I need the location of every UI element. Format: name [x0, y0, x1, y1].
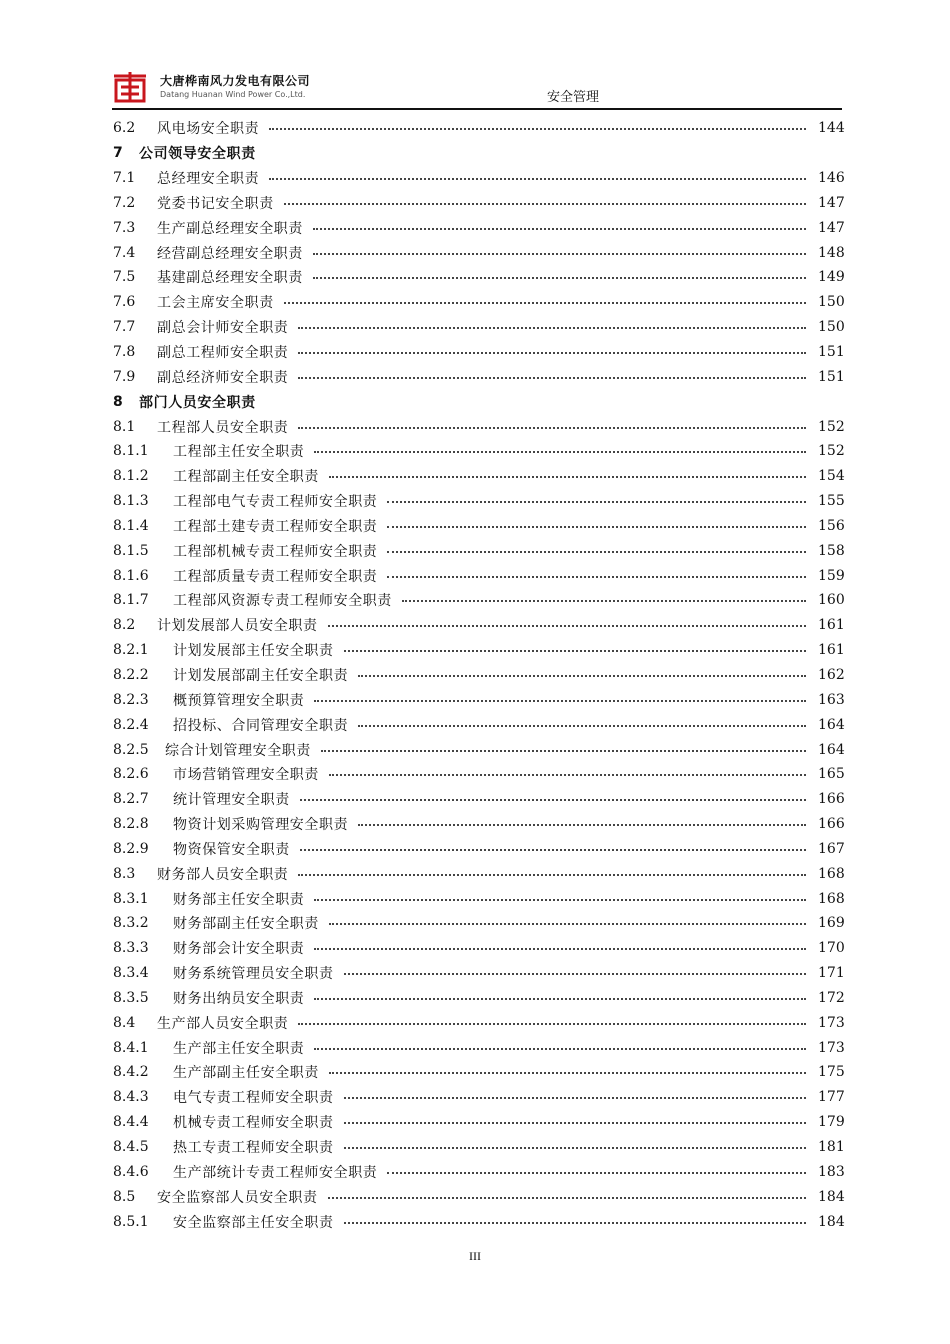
toc-entry-page: 144 — [818, 120, 845, 137]
toc-entry-number: 8.3.5 — [113, 989, 149, 1006]
document-title: 安全管理 — [546, 90, 599, 105]
toc-entry-page: 184 — [818, 1213, 845, 1230]
toc-dot-leader — [321, 750, 806, 752]
toc-entry-number: 8 — [113, 393, 123, 410]
toc-dot-leader — [298, 874, 806, 876]
toc-entry-number: 7.3 — [113, 219, 136, 236]
toc-entry-number: 7.4 — [113, 244, 136, 261]
toc-entry-number: 7.1 — [113, 170, 136, 187]
toc-entry-page: 150 — [818, 319, 845, 336]
toc-entry-page: 148 — [818, 244, 845, 261]
toc-entry-number: 8.2 — [113, 617, 136, 634]
toc-entry-title: 财务出纳员安全职责 — [173, 990, 305, 1007]
toc-dot-leader — [358, 725, 806, 727]
toc-entry-row[interactable] — [113, 1110, 845, 1135]
toc-entry-title: 工程部副主任安全职责 — [173, 469, 319, 486]
toc-entry-number: 8.4.1 — [113, 1039, 149, 1056]
toc-entry-title: 基建副总经理安全职责 — [157, 270, 303, 287]
toc-entry-number: 8.4.3 — [113, 1089, 149, 1106]
toc-entry-page: 160 — [818, 592, 845, 609]
toc-entry-title: 市场营销管理安全职责 — [173, 767, 319, 784]
toc-entry-page: 162 — [818, 666, 845, 683]
toc-entry-number: 8.1.1 — [113, 443, 149, 460]
toc-dot-leader — [313, 253, 806, 255]
toc-entry-page: 167 — [818, 840, 845, 857]
toc-entry-page: 152 — [818, 443, 845, 460]
toc-entry-number: 8.4.2 — [113, 1064, 149, 1081]
toc-entry-row[interactable] — [113, 861, 845, 886]
toc-entry-title: 财务系统管理员安全职责 — [173, 966, 334, 983]
toc-dot-leader — [269, 128, 806, 130]
toc-entry-title: 工程部人员安全职责 — [157, 419, 289, 436]
toc-entry-title: 安全监察部主任安全职责 — [173, 1214, 334, 1231]
toc-entry-number: 8.5 — [113, 1188, 136, 1205]
toc-entry-row[interactable] — [113, 911, 845, 936]
toc-entry-number: 7.8 — [113, 344, 136, 361]
toc-entry-row[interactable] — [113, 290, 845, 315]
toc-entry-page: 184 — [818, 1188, 845, 1205]
toc-entry-title: 计划发展部人员安全职责 — [157, 618, 318, 635]
toc-entry-row[interactable] — [113, 464, 845, 489]
toc-dot-leader — [313, 277, 806, 279]
toc-entry-row[interactable] — [113, 812, 845, 837]
toc-dot-leader — [314, 1048, 806, 1050]
toc-dot-leader — [314, 451, 806, 453]
toc-entry-number: 8.3.2 — [113, 915, 149, 932]
toc-dot-leader — [314, 998, 806, 1000]
toc-dot-leader — [387, 1172, 806, 1174]
toc-entry-number: 8.2.8 — [113, 816, 149, 833]
toc-entry-row[interactable] — [113, 1159, 845, 1184]
toc-entry-row[interactable] — [113, 563, 845, 588]
toc-dot-leader — [328, 1197, 806, 1199]
toc-entry-page: 175 — [818, 1064, 845, 1081]
toc-entry-row[interactable] — [113, 340, 845, 365]
toc-entry-page: 166 — [818, 791, 845, 808]
page-number: III — [469, 1249, 481, 1263]
toc-entry-row[interactable] — [113, 986, 845, 1011]
toc-entry-title: 副总会计师安全职责 — [157, 320, 289, 337]
toc-dot-leader — [298, 377, 806, 379]
toc-dot-leader — [284, 203, 806, 205]
toc-entry-page: 179 — [818, 1114, 845, 1131]
toc-entry-title: 公司领导安全职责 — [139, 146, 256, 163]
company-name-cn: 大唐桦南风力发电有限公司 — [160, 74, 311, 88]
toc-entry-title: 机械专责工程师安全职责 — [173, 1115, 334, 1132]
toc-dot-leader — [329, 1072, 806, 1074]
toc-entry-number: 8.3 — [113, 865, 136, 882]
toc-entry-page: 166 — [818, 816, 845, 833]
toc-entry-row[interactable] — [113, 1184, 845, 1209]
toc-entry-title: 总经理安全职责 — [157, 171, 260, 188]
toc-entry-page: 168 — [818, 890, 845, 907]
toc-entry-title: 工会主席安全职责 — [157, 295, 274, 312]
toc-entry-row[interactable] — [113, 191, 845, 216]
toc-entry-row[interactable] — [113, 1135, 845, 1160]
toc-entry-page: 155 — [818, 493, 845, 510]
toc-entry-number: 8.3.3 — [113, 940, 149, 957]
toc-entry-page: 147 — [818, 194, 845, 211]
toc-entry-title: 综合计划管理安全职责 — [165, 742, 311, 759]
toc-dot-leader — [358, 675, 806, 677]
toc-entry-row[interactable] — [113, 1085, 845, 1110]
toc-entry-number: 8.4 — [113, 1014, 136, 1031]
toc-dot-leader — [284, 302, 806, 304]
toc-entry-number: 8.4.4 — [113, 1114, 149, 1131]
toc-entry-row[interactable] — [113, 414, 845, 439]
toc-entry-page: 151 — [818, 368, 845, 385]
toc-dot-leader — [329, 923, 806, 925]
toc-entry-row[interactable] — [113, 514, 845, 539]
toc-entry-page: 172 — [818, 989, 845, 1006]
toc-entry-row[interactable] — [113, 638, 845, 663]
toc-entry-page: 171 — [818, 965, 845, 982]
toc-entry-row[interactable] — [113, 489, 845, 514]
toc-entry-number: 8.2.1 — [113, 642, 149, 659]
toc-dot-leader — [344, 650, 806, 652]
toc-entry-title: 风电场安全职责 — [157, 121, 260, 138]
toc-entry-row[interactable] — [113, 762, 845, 787]
toc-entry-title: 工程部土建专责工程师安全职责 — [173, 518, 378, 535]
toc-entry-page: 173 — [818, 1014, 845, 1031]
toc-entry-row[interactable] — [113, 240, 845, 265]
toc-entry-row[interactable] — [113, 1035, 845, 1060]
toc-dot-leader — [300, 799, 806, 801]
toc-chapter-row[interactable] — [113, 141, 842, 166]
toc-entry-row[interactable] — [113, 215, 845, 240]
toc-entry-page: 147 — [818, 219, 845, 236]
toc-dot-leader — [344, 1222, 806, 1224]
toc-dot-leader — [329, 476, 806, 478]
toc-entry-page: 165 — [818, 766, 845, 783]
toc-entry-page: 164 — [818, 741, 845, 758]
toc-entry-number: 8.1.3 — [113, 493, 149, 510]
toc-entry-number: 8.3.1 — [113, 890, 149, 907]
toc-entry-title: 工程部风资源专责工程师安全职责 — [173, 593, 392, 610]
toc-entry-number: 8.1.2 — [113, 468, 149, 485]
toc-entry-row[interactable] — [113, 265, 845, 290]
toc-entry-title: 热工专责工程师安全职责 — [173, 1140, 334, 1157]
toc-entry-row[interactable] — [113, 687, 845, 712]
toc-entry-title: 物资计划采购管理安全职责 — [173, 817, 349, 834]
toc-entry-title: 部门人员安全职责 — [139, 394, 256, 411]
toc-entry-row[interactable] — [113, 1060, 845, 1085]
toc-entry-number: 8.5.1 — [113, 1213, 149, 1230]
toc-entry-number: 8.2.3 — [113, 691, 149, 708]
toc-entry-number: 7.7 — [113, 319, 136, 336]
toc-entry-title: 工程部主任安全职责 — [173, 444, 305, 461]
toc-entry-title: 生产副总经理安全职责 — [157, 220, 303, 237]
toc-entry-row[interactable] — [113, 364, 845, 389]
toc-entry-title: 生产部主任安全职责 — [173, 1040, 305, 1057]
toc-entry-title: 经营副总经理安全职责 — [157, 245, 303, 262]
toc-entry-row[interactable] — [113, 787, 845, 812]
toc-dot-leader — [344, 973, 806, 975]
toc-entry-page: 154 — [818, 468, 845, 485]
toc-dot-leader — [314, 948, 806, 950]
toc-dot-leader — [313, 228, 806, 230]
toc-entry-number: 8.1.6 — [113, 567, 149, 584]
toc-dot-leader — [298, 1023, 806, 1025]
toc-dot-leader — [387, 526, 806, 528]
toc-entry-number: 7.5 — [113, 269, 136, 286]
toc-entry-number: 6.2 — [113, 120, 136, 137]
toc-entry-page: 161 — [818, 617, 845, 634]
toc-entry-number: 8.4.5 — [113, 1139, 149, 1156]
toc-entry-number: 8.2.9 — [113, 840, 149, 857]
toc-entry-title: 生产部统计专责工程师安全职责 — [173, 1164, 378, 1181]
toc-entry-page: 173 — [818, 1039, 845, 1056]
toc-dot-leader — [328, 625, 806, 627]
toc-dot-leader — [314, 899, 806, 901]
toc-entry-row[interactable] — [113, 961, 845, 986]
toc-entry-row[interactable] — [113, 439, 845, 464]
toc-entry-row[interactable] — [113, 712, 845, 737]
toc-entry-row[interactable] — [113, 836, 845, 861]
toc-entry-number: 8.1 — [113, 418, 136, 435]
toc-entry-title: 电气专责工程师安全职责 — [173, 1090, 334, 1107]
toc-entry-title: 安全监察部人员安全职责 — [157, 1189, 318, 1206]
toc-entry-number: 8.2.4 — [113, 716, 149, 733]
toc-dot-leader — [298, 427, 806, 429]
toc-dot-leader — [269, 178, 806, 180]
toc-dot-leader — [329, 774, 806, 776]
toc-entry-title: 计划发展部主任安全职责 — [173, 643, 334, 660]
toc-entry-number: 7 — [113, 145, 123, 162]
toc-entry-title: 财务部主任安全职责 — [173, 891, 305, 908]
toc-entry-page: 181 — [818, 1139, 845, 1156]
toc-entry-number: 8.2.5 — [113, 741, 149, 758]
toc-entry-title: 财务部副主任安全职责 — [173, 916, 319, 933]
toc-entry-page: 158 — [818, 542, 845, 559]
toc-dot-leader — [344, 1122, 806, 1124]
company-name-en: Datang Huanan Wind Power Co.,Ltd. — [160, 90, 306, 99]
toc-entry-page: 170 — [818, 940, 845, 957]
toc-entry-row[interactable] — [113, 936, 845, 961]
toc-entry-page: 149 — [818, 269, 845, 286]
toc-entry-number: 8.2.2 — [113, 666, 149, 683]
toc-entry-number: 7.9 — [113, 368, 136, 385]
toc-entry-title: 招投标、合同管理安全职责 — [173, 717, 349, 734]
toc-entry-number: 7.2 — [113, 194, 136, 211]
toc-entry-page: 159 — [818, 567, 845, 584]
toc-entry-row[interactable] — [113, 1209, 845, 1234]
toc-entry-title: 物资保管安全职责 — [173, 841, 290, 858]
toc-entry-row[interactable] — [113, 1010, 845, 1035]
toc-entry-page: 146 — [818, 170, 845, 187]
toc-entry-row[interactable] — [113, 538, 845, 563]
toc-entry-title: 工程部电气专责工程师安全职责 — [173, 494, 378, 511]
toc-entry-number: 8.2.6 — [113, 766, 149, 783]
toc-entry-title: 工程部质量专责工程师安全职责 — [173, 568, 378, 585]
toc-entry-title: 计划发展部副主任安全职责 — [173, 667, 349, 684]
company-name — [160, 72, 310, 99]
toc-entry-number: 8.1.7 — [113, 592, 149, 609]
toc-dot-leader — [298, 352, 806, 354]
toc-entry-title: 工程部机械专责工程师安全职责 — [173, 543, 378, 560]
toc-entry-page: 151 — [818, 344, 845, 361]
toc-dot-leader — [344, 1147, 806, 1149]
toc-entry-page: 152 — [818, 418, 845, 435]
toc-entry-page: 183 — [818, 1163, 845, 1180]
page-header — [112, 66, 842, 110]
toc-entry-number: 8.2.7 — [113, 791, 149, 808]
toc-entry-page: 169 — [818, 915, 845, 932]
toc-dot-leader — [387, 501, 806, 503]
toc-entry-title: 副总经济师安全职责 — [157, 369, 289, 386]
toc-entry-row[interactable] — [113, 588, 845, 613]
toc-entry-title: 副总工程师安全职责 — [157, 345, 289, 362]
toc-entry-row[interactable] — [113, 886, 845, 911]
toc-dot-leader — [344, 1097, 806, 1099]
toc-entry-row[interactable] — [113, 166, 845, 191]
toc-entry-page: 164 — [818, 716, 845, 733]
toc-entry-number: 8.4.6 — [113, 1163, 149, 1180]
toc-entry-number: 8.3.4 — [113, 965, 149, 982]
toc-entry-page: 150 — [818, 294, 845, 311]
toc-dot-leader — [402, 600, 806, 602]
toc-entry-title: 财务部人员安全职责 — [157, 866, 289, 883]
datang-logo-icon — [112, 70, 148, 104]
toc-entry-number: 8.1.5 — [113, 542, 149, 559]
toc-dot-leader — [387, 576, 806, 578]
toc-entry-row[interactable] — [113, 116, 845, 141]
toc-entry-title: 党委书记安全职责 — [157, 195, 274, 212]
toc-dot-leader — [298, 327, 806, 329]
toc-entry-page: 161 — [818, 642, 845, 659]
toc-entry-title: 统计管理安全职责 — [173, 792, 290, 809]
toc-entry-number: 7.6 — [113, 294, 136, 311]
toc-entry-number: 8.1.4 — [113, 517, 149, 534]
toc-dot-leader — [300, 849, 806, 851]
toc-entry-page: 168 — [818, 865, 845, 882]
toc-entry-page: 163 — [818, 691, 845, 708]
toc-entry-title: 生产部副主任安全职责 — [173, 1065, 319, 1082]
toc-entry-row[interactable] — [113, 613, 845, 638]
toc-entry-title: 财务部会计安全职责 — [173, 941, 305, 958]
toc-entry-row[interactable] — [113, 315, 845, 340]
toc-entry-page: 177 — [818, 1089, 845, 1106]
toc-entry-title: 概预算管理安全职责 — [173, 692, 305, 709]
toc-chapter-row[interactable] — [113, 389, 842, 414]
toc-entry-row[interactable] — [113, 663, 845, 688]
toc-dot-leader — [387, 551, 806, 553]
toc-dot-leader — [314, 700, 806, 702]
toc-entry-page: 156 — [818, 517, 845, 534]
table-of-contents — [113, 116, 845, 1234]
toc-entry-title: 生产部人员安全职责 — [157, 1015, 289, 1032]
toc-dot-leader — [358, 824, 806, 826]
toc-entry-row[interactable] — [113, 737, 845, 762]
